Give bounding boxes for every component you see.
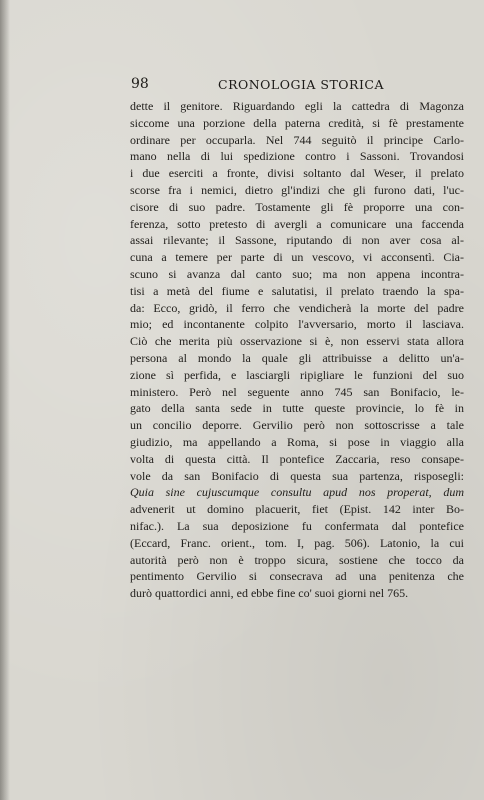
- text-line: volta di questa città. Il pontefice Zaccaria, reso consape-: [130, 451, 464, 466]
- page-gutter-shadow: [0, 0, 10, 800]
- text-line: persona al mondo la quale gli attribuisse a delitto un'a-: [130, 350, 464, 365]
- text-line: mano nella di lui spedizione contro i Sassoni. Trovandosi: [130, 149, 464, 164]
- text-line: zione sì perfida, e lasciargli ripigliare le funzioni del suo: [130, 367, 464, 382]
- page-number: 98: [131, 76, 149, 92]
- body-text: [130, 98, 464, 602]
- text-line: autorità però non è troppo sicura, sostiene che tocco da: [130, 552, 464, 567]
- text-line: durò quattordici anni, ed ebbe fine co' suoi giorni nel 765.: [130, 586, 409, 601]
- text-line: tisi a metà del fiume e salutatisi, il prelato traendo la spa-: [130, 283, 464, 298]
- text-line: dette il genitore. Riguardando egli la cattedra di Magonza: [130, 99, 464, 113]
- text-line: ministero. Però nel seguente anno 745 san Bonifacio, le-: [130, 384, 464, 399]
- text-line: (Eccard, Franc. orient., tom. I, pag. 506). Latonio, la cui: [130, 535, 464, 550]
- text-line: un concilio deporre. Gervilio però non sottoscrisse a tale: [130, 418, 464, 433]
- text-line: da: Ecco, gridò, il ferro che vendicherà la morte del padre: [130, 300, 464, 315]
- text-line: gato della santa sede in tutte queste provincie, lo fè in: [130, 401, 464, 416]
- text-line: mio; ed incontanente colpito l'avversario, morto il lasciava.: [130, 317, 464, 332]
- text-line: assai rilevante; il Sassone, riputando di non aver cosa al-: [130, 233, 464, 248]
- text-line: ferenza, sotto pretesto di avergli a comunicare una faccenda: [130, 216, 464, 231]
- text-line: scuno si avanza dal canto suo; ma non appena incontra-: [130, 266, 464, 281]
- text-line: cisore di suo padre. Tostamente gli fè proporre una con-: [130, 199, 464, 214]
- running-head: CRONOLOGIA STORICA: [218, 77, 384, 92]
- text-line: vole da san Bonifacio di questa sua partenza, risposegli:: [130, 468, 464, 483]
- text-line: ordinare per occuparla. Nel 744 seguitò il principe Carlo-: [130, 132, 464, 147]
- text-line: scorse fra i nemici, dietro gl'indizi che gli furono dati, l'uc-: [130, 182, 464, 197]
- text-line: giudizio, ma appellando a Roma, si pose in viaggio alla: [130, 434, 464, 449]
- text-line: cuna a temere per parte di un vescovo, vi acconsentì. Cia-: [130, 250, 464, 265]
- text-line: pentimento Gervilio si consecrava ad una penitenza che: [130, 569, 464, 584]
- text-line: i due eserciti a fronte, divisi soltanto dal Weser, il prelato: [130, 166, 464, 181]
- text-line: Ciò che merita più osservazione si è, non esservi stata allora: [130, 334, 464, 349]
- text-line: nifac.). La sua deposizione fu confermata dal pontefice: [130, 518, 464, 533]
- latin-quote-line: Quia sine cujuscumque consultu apud nos properat, dum: [130, 485, 464, 500]
- text-line: siccome una porzione della paterna credità, si fè prestamente: [130, 115, 464, 130]
- page-header: [0, 76, 484, 94]
- text-line: advenerit ut domino placuerit, fiet (Epist. 142 inter Bo-: [130, 502, 464, 517]
